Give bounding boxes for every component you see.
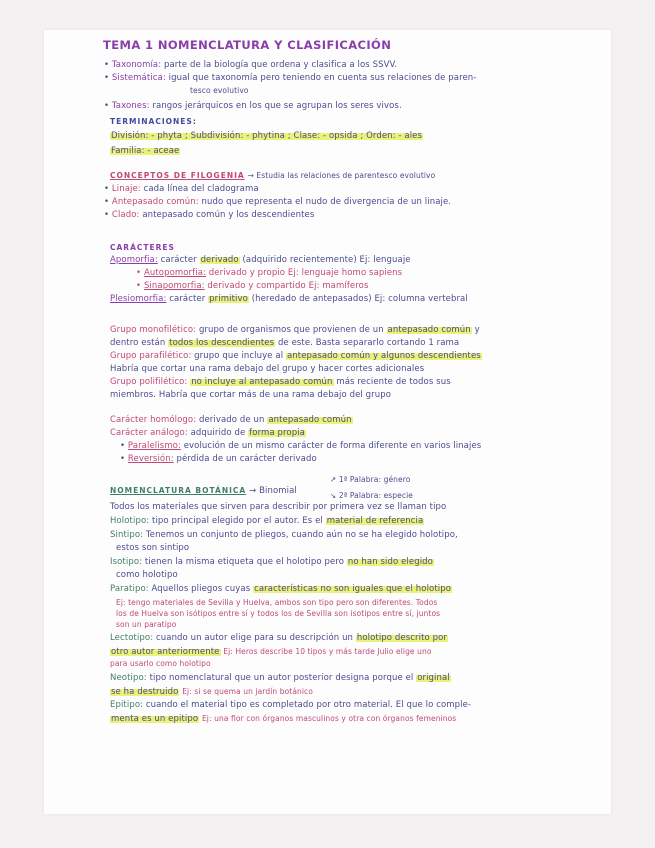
linaje-text: cada línea del cladograma <box>143 184 259 194</box>
epitipo-text: cuando el material tipo es completado por otro material. El que lo comple- <box>145 700 472 710</box>
polifiletico-text-1: más reciente de todos sus <box>336 377 451 387</box>
palabra-1: ↗ 1ª Palabra: género <box>330 475 411 484</box>
filogenia-heading: CONCEPTOS DE FILOGENIA <box>110 171 245 180</box>
paratipo-line-4: son un paratipo <box>116 620 177 629</box>
sinapomorfia-line: • Sinapomorfia: derivado y compartido Ej: mamíferos <box>136 281 369 291</box>
terminaciones-text-2: Familia: - aceae <box>111 146 180 156</box>
monofiletico-term: Grupo monofilético: <box>110 325 197 335</box>
plesiomorfia-pre: carácter <box>169 294 206 304</box>
holotipo-term: Holotipo: <box>110 516 150 526</box>
monofiletico-highlight-2: todos los descendientes <box>169 338 275 348</box>
plesiomorfia-post: (heredado de antepasados) Ej: columna vertebral <box>251 294 468 304</box>
epitipo-highlight: menta es un epitipo <box>111 714 199 724</box>
apomorfia-term: Apomorfia: <box>110 255 158 265</box>
monofiletico-text-2b: de este. Basta separarlo cortando 1 rama <box>277 338 460 348</box>
sintipo-line-2: estos son sintipo <box>116 543 190 553</box>
paratipo-text: Aquellos pliegos cuyas <box>151 584 251 594</box>
parafiletico-line-1 <box>110 351 482 362</box>
neotipo-highlight-1: original <box>417 673 450 683</box>
monofiletico-highlight-1: antepasado común <box>387 325 471 335</box>
reversion-line: • Reversión: pérdida de un carácter derivado <box>120 454 317 464</box>
linaje-term: Linaje: <box>111 184 141 194</box>
lectotipo-highlight-2: otro autor anteriormente <box>111 647 220 657</box>
lectotipo-line-3: para usarlo como holotipo <box>110 659 211 668</box>
palabra-2: ↘ 2ª Palabra: especie <box>330 491 413 500</box>
antepasado-text: nudo que representa el nudo de divergencia de un linaje. <box>201 197 452 207</box>
paratipo-line-3: los de Huelva son isótipos entre sí y todos los de Sevilla son isotipos entre sí, juntos <box>116 609 441 618</box>
sintipo-term: Sintipo: <box>110 530 144 540</box>
taxonomia-text: parte de la biología que ordena y clasifica a los SSVV. <box>164 60 398 70</box>
homologo-term: Carácter homólogo: <box>110 415 197 425</box>
nomenclatura-intro: Todos los materiales que sirven para describir por primera vez se llaman tipo <box>110 502 447 512</box>
lectotipo-example: Ej: Heros describe 10 tipos y más tarde Julio elige uno <box>223 647 432 656</box>
parafiletico-highlight: antepasado común y algunos descendientes <box>286 351 481 361</box>
parafiletico-term: Grupo parafilético: <box>110 351 192 361</box>
homologo-text: derivado de un <box>198 415 265 425</box>
apomorfia-pre: carácter <box>160 255 197 265</box>
epitipo-term: Epitipo: <box>110 700 144 710</box>
taxones-line: • Taxones: rangos jerárquicos en los que se agrupan los seres vivos. <box>104 101 402 111</box>
holotipo-text: tipo principal elegido por el autor. Es el <box>152 516 323 526</box>
antepasado-term: Antepasado común: <box>111 197 199 207</box>
holotipo-line <box>110 516 424 527</box>
polifiletico-line-1 <box>110 377 451 388</box>
polifiletico-term: Grupo polifilético: <box>110 377 188 387</box>
homologo-highlight: antepasado común <box>268 415 352 425</box>
terminaciones-heading: TERMINACIONES: <box>110 117 197 126</box>
reversion-text: pérdida de un carácter derivado <box>176 454 317 464</box>
polifiletico-highlight: no incluye al antepasado común <box>191 377 333 387</box>
plesiomorfia-line <box>110 294 468 305</box>
reversion-term: Reversión: <box>127 454 174 464</box>
analogo-text: adquirido de <box>190 428 246 438</box>
apomorfia-line <box>110 255 411 266</box>
apomorfia-highlight: derivado <box>200 255 239 265</box>
epitipo-line-1 <box>110 700 471 711</box>
isotipo-line-1 <box>110 557 434 568</box>
sistematica-line: • Sistemática: igual que taxonomía pero teniendo en cuenta sus relaciones de paren- <box>104 73 477 83</box>
neotipo-example: Ej: si se quema un jardín botánico <box>182 687 313 696</box>
taxones-text: rangos jerárquicos en los que se agrupan los seres vivos. <box>152 101 402 111</box>
paralelismo-text: evolución de un mismo carácter de forma diferente en varios linajes <box>183 441 482 451</box>
lectotipo-highlight-1: holotipo descrito por <box>356 633 448 643</box>
lectotipo-line-2 <box>110 646 432 658</box>
neotipo-highlight-2: se ha destruido <box>111 687 179 697</box>
sinapomorfia-term: Sinapomorfia: <box>143 281 205 291</box>
holotipo-highlight: material de referencia <box>326 516 424 526</box>
caracteres-heading: CARÁCTERES <box>110 243 175 252</box>
taxonomia-line: • Taxonomía: parte de la biología que ordena y clasifica a los SSVV. <box>104 60 398 70</box>
analogo-highlight: forma propia <box>249 428 305 438</box>
autapomorfia-text: derivado y propio Ej: lenguaje homo sapiens <box>208 268 403 278</box>
parafiletico-text-1: grupo que incluye al <box>194 351 284 361</box>
autapomorfia-line: • Autopomorfia: derivado y propio Ej: lenguaje homo sapiens <box>136 268 403 278</box>
linaje-line: • Linaje: cada línea del cladograma <box>104 184 259 194</box>
monofiletico-line-1 <box>110 325 480 336</box>
paratipo-line-2: Ej: tengo materiales de Sevilla y Huelva, ambos son tipo pero son diferentes. Todos <box>116 598 438 607</box>
antepasado-line: • Antepasado común: nudo que representa el nudo de divergencia de un linaje. <box>104 197 452 207</box>
lectotipo-text: cuando un autor elige para su descripción un <box>156 633 354 643</box>
neotipo-line-1 <box>110 673 451 684</box>
plesiomorfia-term: Plesiomorfia: <box>110 294 167 304</box>
nomenclatura-heading-text: → Binomial <box>249 486 297 496</box>
polifiletico-line-2: miembros. Habría que cortar más de una rama debajo del grupo <box>110 390 392 400</box>
analogo-term: Carácter análogo: <box>110 428 188 438</box>
paratipo-term: Paratipo: <box>110 584 149 594</box>
isotipo-line-2: como holotipo <box>116 570 178 580</box>
paralelismo-line: • Paralelismo: evolución de un mismo carácter de forma diferente en varios linajes <box>120 441 482 451</box>
autapomorfia-term: Autopomorfia: <box>143 268 206 278</box>
monofiletico-text-1b: y <box>474 325 480 335</box>
analogo-line <box>110 428 306 439</box>
isotipo-highlight: no han sido elegido <box>347 557 433 567</box>
sistematica-cont: tesco evolutivo <box>190 86 249 95</box>
taxonomia-term: Taxonomía: <box>111 60 162 70</box>
terminaciones-line-2 <box>110 146 180 157</box>
monofiletico-text-1: grupo de organismos que provienen de un <box>198 325 384 335</box>
filogenia-heading-text: → Estudia las relaciones de parentesco evolutivo <box>247 171 436 180</box>
plesiomorfia-highlight: primitivo <box>209 294 248 304</box>
sistematica-text: igual que taxonomía pero teniendo en cuenta sus relaciones de paren- <box>168 73 477 83</box>
isotipo-term: Isotipo: <box>110 557 143 567</box>
paralelismo-term: Paralelismo: <box>127 441 181 451</box>
monofiletico-text-2: dentro están <box>110 338 166 348</box>
sistematica-term: Sistemática: <box>111 73 166 83</box>
clado-line: • Clado: antepasado común y los descendientes <box>104 210 315 220</box>
sinapomorfia-text: derivado y compartido Ej: mamíferos <box>207 281 369 291</box>
paratipo-line-1 <box>110 584 452 595</box>
apomorfia-post: (adquirido recientemente) Ej: lenguaje <box>242 255 411 265</box>
epitipo-example: Ej: una flor con órganos masculinos y otra con órganos femeninos <box>201 714 457 723</box>
parafiletico-line-2: Habría que cortar una rama debajo del grupo y hacer cortes adicionales <box>110 364 425 374</box>
page-title: TEMA 1 NOMENCLATURA Y CLASIFICACIÓN <box>103 38 392 52</box>
isotipo-text: tienen la misma etiqueta que el holotipo pero <box>144 557 345 567</box>
neotipo-line-2 <box>110 686 313 698</box>
sintipo-line-1 <box>110 530 458 541</box>
terminaciones-text-1: División: - phyta ; Subdivisión: - phytina ; Clase: - opsida ; Orden: - ales <box>111 131 423 141</box>
paratipo-highlight: características no son iguales que el holotipo <box>254 584 452 594</box>
clado-term: Clado: <box>111 210 140 220</box>
lectotipo-line-1 <box>110 633 448 644</box>
filogenia-heading-line <box>110 170 435 182</box>
homologo-line <box>110 415 353 426</box>
clado-text: antepasado común y los descendientes <box>142 210 315 220</box>
nomenclatura-heading-line <box>110 485 297 497</box>
sintipo-text-1: Tenemos un conjunto de pliegos, cuando aún no se ha elegido holotipo, <box>145 530 458 540</box>
lectotipo-term: Lectotipo: <box>110 633 154 643</box>
neotipo-term: Neotipo: <box>110 673 147 683</box>
epitipo-line-2 <box>110 713 456 725</box>
terminaciones-line-1 <box>110 131 423 142</box>
monofiletico-line-2 <box>110 338 459 349</box>
nomenclatura-heading: NOMENCLATURA BOTÁNICA <box>110 486 247 495</box>
taxones-term: Taxones: <box>111 101 150 111</box>
neotipo-text: tipo nomenclatural que un autor posterior designa porque el <box>149 673 414 683</box>
